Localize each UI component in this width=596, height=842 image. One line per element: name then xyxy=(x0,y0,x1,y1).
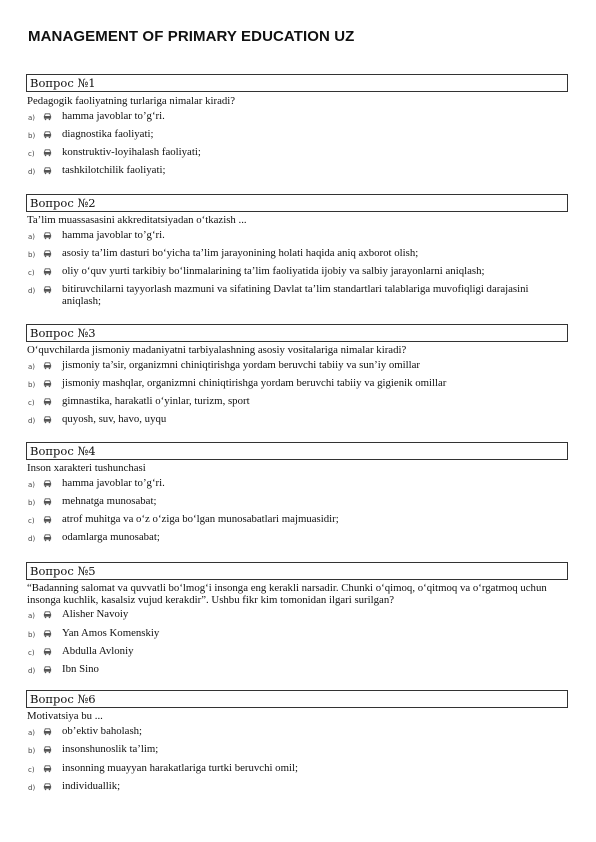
option-letter: d) xyxy=(28,168,36,176)
option-text: Abdulla Avloniy xyxy=(62,645,134,657)
car-icon xyxy=(43,629,52,638)
car-icon xyxy=(43,745,52,754)
car-icon xyxy=(43,665,52,674)
car-icon xyxy=(43,497,52,506)
car-icon xyxy=(43,112,52,121)
option-letter: c) xyxy=(28,269,35,277)
option-text: hamma javoblar to’g‘ri. xyxy=(62,110,165,122)
option-letter: b) xyxy=(28,132,36,140)
option-letter: d) xyxy=(28,667,36,675)
question-header: Вопрос №4 xyxy=(26,442,568,460)
option-text: odamlarga munosabat; xyxy=(62,531,160,543)
car-icon xyxy=(43,610,52,619)
option-letter: a) xyxy=(28,233,36,241)
option-letter: b) xyxy=(28,251,36,259)
question-header: Вопрос №2 xyxy=(26,194,568,212)
car-icon xyxy=(43,727,52,736)
car-icon xyxy=(43,533,52,542)
option-letter: c) xyxy=(28,766,35,774)
question-text: Motivatsiya bu ... xyxy=(27,710,103,722)
option-letter: a) xyxy=(28,729,36,737)
question-text: “Badanning salomat va quvvatli bo‘lmog‘i insonga eng kerakli narsadir. Chunki o‘qimoq, o‘qitmoq va o‘rgatmoq uchun insonga kuchlik, kasalsiz vujud kerakdir”. Ushbu fikr kim tomonidan ilgari surilgan? xyxy=(27,582,547,606)
option-text: gimnastika, harakatli o‘yinlar, turizm, sport xyxy=(62,395,250,407)
option-text: tashkilotchilik faoliyati; xyxy=(62,164,166,176)
option-text: hamma javoblar to’g‘ri. xyxy=(62,229,165,241)
car-icon xyxy=(43,361,52,370)
question-text: Ta’lim muassasasini akkreditatsiyadan o‘tkazish ... xyxy=(27,214,247,226)
option-text: asosiy ta’lim dasturi bo‘yicha ta’lim jarayonining holati haqida aniq axborot olish; xyxy=(62,247,419,259)
question-text: Inson xarakteri tushunchasi xyxy=(27,462,146,474)
question-header: Вопрос №6 xyxy=(26,690,568,708)
car-icon xyxy=(43,166,52,175)
option-letter: d) xyxy=(28,535,36,543)
option-text: bitiruvchilarni tayyorlash mazmuni va sifatining Davlat ta’lim standartlari talablariga muvofiqligi darajasini aniqlash; xyxy=(62,283,529,307)
option-letter: a) xyxy=(28,114,36,122)
car-icon xyxy=(43,148,52,157)
option-letter: d) xyxy=(28,417,36,425)
option-text: konstruktiv-loyihalash faoliyati; xyxy=(62,146,201,158)
car-icon xyxy=(43,267,52,276)
car-icon xyxy=(43,515,52,524)
question-header: Вопрос №1 xyxy=(26,74,568,92)
option-letter: c) xyxy=(28,399,35,407)
car-icon xyxy=(43,415,52,424)
option-text: Alisher Navoiy xyxy=(62,608,129,620)
option-letter: d) xyxy=(28,287,36,295)
car-icon xyxy=(43,782,52,791)
car-icon xyxy=(43,647,52,656)
option-letter: c) xyxy=(28,517,35,525)
option-letter: b) xyxy=(28,747,36,755)
car-icon xyxy=(43,285,52,294)
question-text: O‘quvchilarda jismoniy madaniyatni tarbiyalashning asosiy vositalariga nimalar kiradi? xyxy=(27,344,407,356)
car-icon xyxy=(43,231,52,240)
option-letter: a) xyxy=(28,481,36,489)
option-text: hamma javoblar to’g‘ri. xyxy=(62,477,165,489)
car-icon xyxy=(43,479,52,488)
option-letter: a) xyxy=(28,612,36,620)
question-header: Вопрос №5 xyxy=(26,562,568,580)
option-letter: c) xyxy=(28,649,35,657)
option-text: insonning muayyan harakatlariga turtki beruvchi omil; xyxy=(62,762,298,774)
option-text: jismoniy ta’sir, organizmni chiniqtirishga yordam beruvchi tabiiy va sun’iy omillar xyxy=(62,359,420,371)
option-text: individuallik; xyxy=(62,780,121,792)
option-letter: b) xyxy=(28,381,36,389)
option-letter: c) xyxy=(28,150,35,158)
option-text: Ibn Sino xyxy=(62,663,99,675)
option-text: diagnostika faoliyati; xyxy=(62,128,154,140)
option-letter: d) xyxy=(28,784,36,792)
option-letter: b) xyxy=(28,499,36,507)
option-text: atrof muhitga va o‘z o‘ziga bo‘lgan munosabatlari majmuasidir; xyxy=(62,513,339,525)
option-text: mehnatga munosabat; xyxy=(62,495,157,507)
option-text: Yan Amos Komenskiy xyxy=(62,627,160,639)
document-title: MANAGEMENT OF PRIMARY EDUCATION UZ xyxy=(28,28,355,45)
car-icon xyxy=(43,249,52,258)
car-icon xyxy=(43,130,52,139)
option-text: jismoniy mashqlar, organizmni chiniqtirishga yordam beruvchi tabiiy va gigienik omillar xyxy=(62,377,447,389)
option-text: quyosh, suv, havo, uyqu xyxy=(62,413,167,425)
car-icon xyxy=(43,397,52,406)
option-letter: b) xyxy=(28,631,36,639)
car-icon xyxy=(43,764,52,773)
option-letter: a) xyxy=(28,363,36,371)
question-header: Вопрос №3 xyxy=(26,324,568,342)
option-text: oliy o‘quv yurti tarkibiy bo‘linmalarining ta’lim faoliyatida ijobiy va salbiy jarayonlarni aniqlash; xyxy=(62,265,485,277)
option-text: ob’ektiv baholash; xyxy=(62,725,143,737)
question-text: Pedagogik faoliyatning turlariga nimalar kiradi? xyxy=(27,95,236,107)
option-text: insonshunoslik ta’lim; xyxy=(62,743,159,755)
car-icon xyxy=(43,379,52,388)
